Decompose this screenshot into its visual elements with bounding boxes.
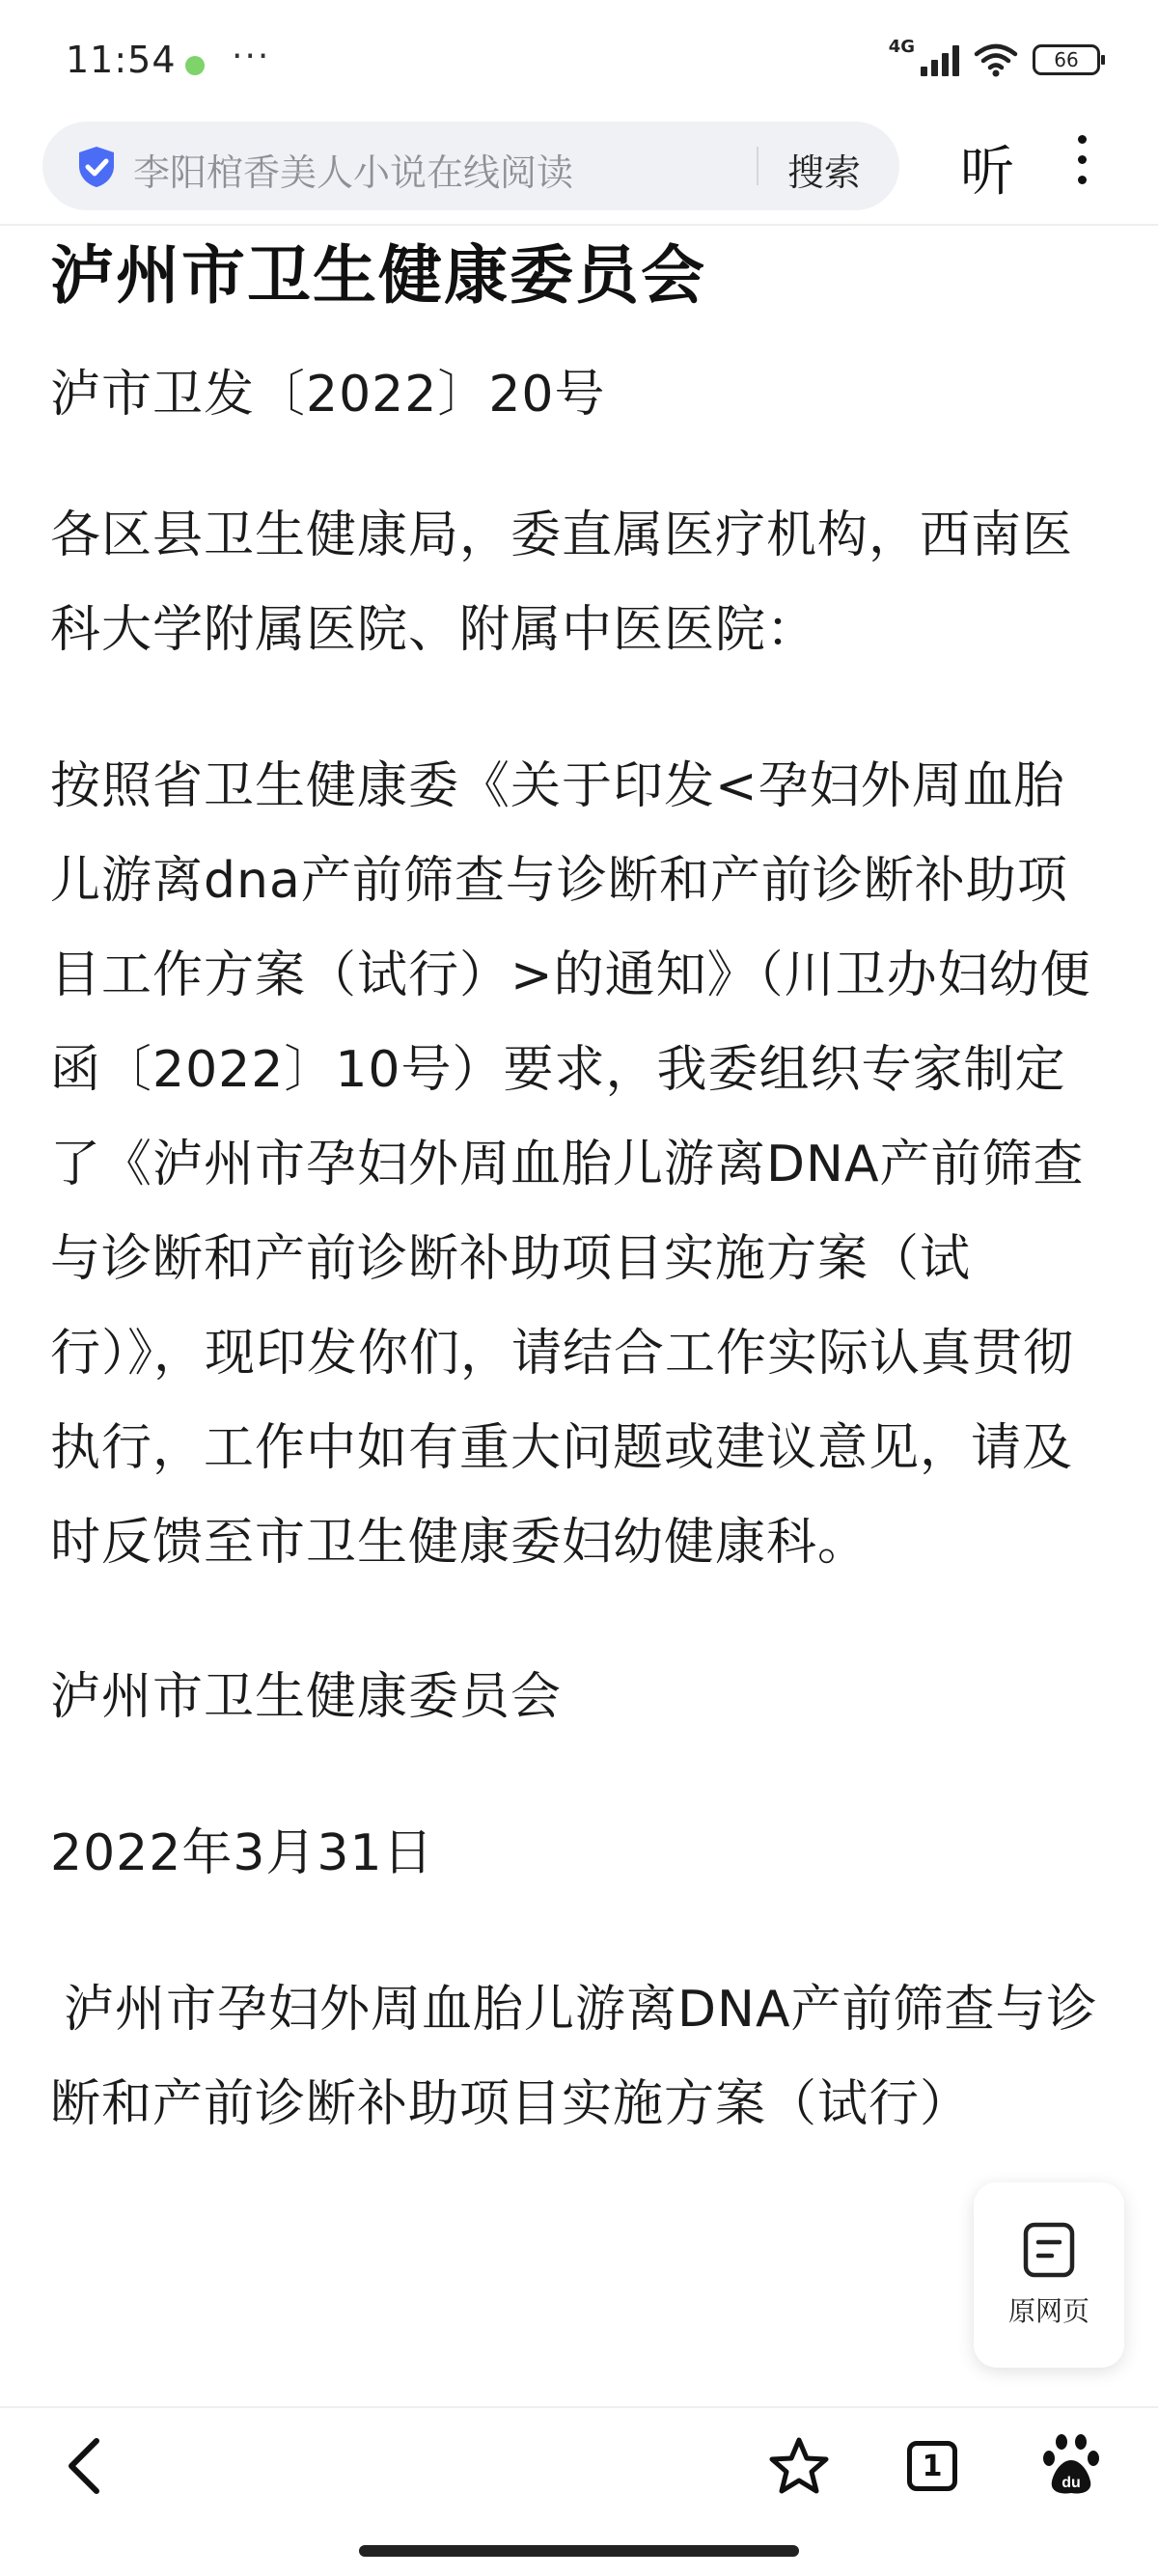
- address-divider: [757, 147, 758, 185]
- original-page-button[interactable]: [974, 2182, 1124, 2368]
- status-time: 11:54: [66, 39, 177, 81]
- article-title: 泸州市卫生健康委员会: [50, 238, 706, 313]
- baidu-paw-icon[interactable]: [1042, 2433, 1100, 2497]
- recipient-paragraph: 各区县卫生健康局，委直属医疗机构，西南医科大学附属医院、附属中医医院：: [50, 507, 1074, 659]
- search-button[interactable]: 搜索: [787, 151, 862, 194]
- svg-text:du: du: [1062, 2475, 1081, 2491]
- signature-organization: 泸州市卫生健康委员会: [50, 1668, 563, 1726]
- original-page-label: 原网页: [1007, 2295, 1089, 2327]
- tab-count-button[interactable]: 1: [907, 2441, 957, 2491]
- original-page-icon: [1022, 2221, 1076, 2279]
- body-paragraph: 按照省卫生健康委《关于印发<孕妇外周血胎儿游离dna产前筛查与诊断和产前诊断补助项目工作方案（试行）>的通知》（川卫办妇幼便函〔2022〕10号）要求，我委组织专家制定了《泸州市孕妇外周血胎儿游离DNA产前筛查与诊断和产前诊断补助项目实施方案（试行）》，现印发你们，请结合工作实际认真贯彻执行，工作中如有重大问题或建议意见，请及时反馈至市卫生健康委妇幼健康科。: [50, 757, 1091, 1572]
- status-more-icon: ···: [232, 37, 271, 76]
- listen-button[interactable]: 听: [960, 141, 1014, 204]
- star-icon[interactable]: [768, 2435, 830, 2497]
- home-indicator[interactable]: [359, 2545, 799, 2557]
- document-number: 泸市卫发〔2022〕20号: [50, 366, 606, 424]
- shield-check-icon: [75, 145, 118, 189]
- status-icons: [888, 36, 1100, 77]
- back-arrow-icon[interactable]: [60, 2435, 114, 2497]
- status-indicator-dot: [185, 56, 205, 75]
- header-divider: [0, 224, 1158, 226]
- wifi-icon: [973, 42, 1019, 77]
- bottom-toolbar: [0, 2408, 1158, 2524]
- article-content: [50, 228, 1112, 2151]
- search-query-text[interactable]: 李阳棺香美人小说在线阅读: [133, 151, 574, 194]
- vertical-dots-icon[interactable]: [1075, 135, 1089, 193]
- signature-date: 2022年3月31日: [50, 1824, 434, 1882]
- cell-signal-icon: [921, 43, 959, 76]
- battery-icon: 66: [1033, 44, 1100, 75]
- network-type-label: 4G: [888, 36, 915, 57]
- address-bar[interactable]: [42, 122, 899, 210]
- status-bar: [0, 0, 1158, 116]
- attachment-title: 泸州市孕妇外周血胎儿游离DNA产前筛查与诊断和产前诊断补助项目实施方案（试行）: [50, 1981, 1098, 2133]
